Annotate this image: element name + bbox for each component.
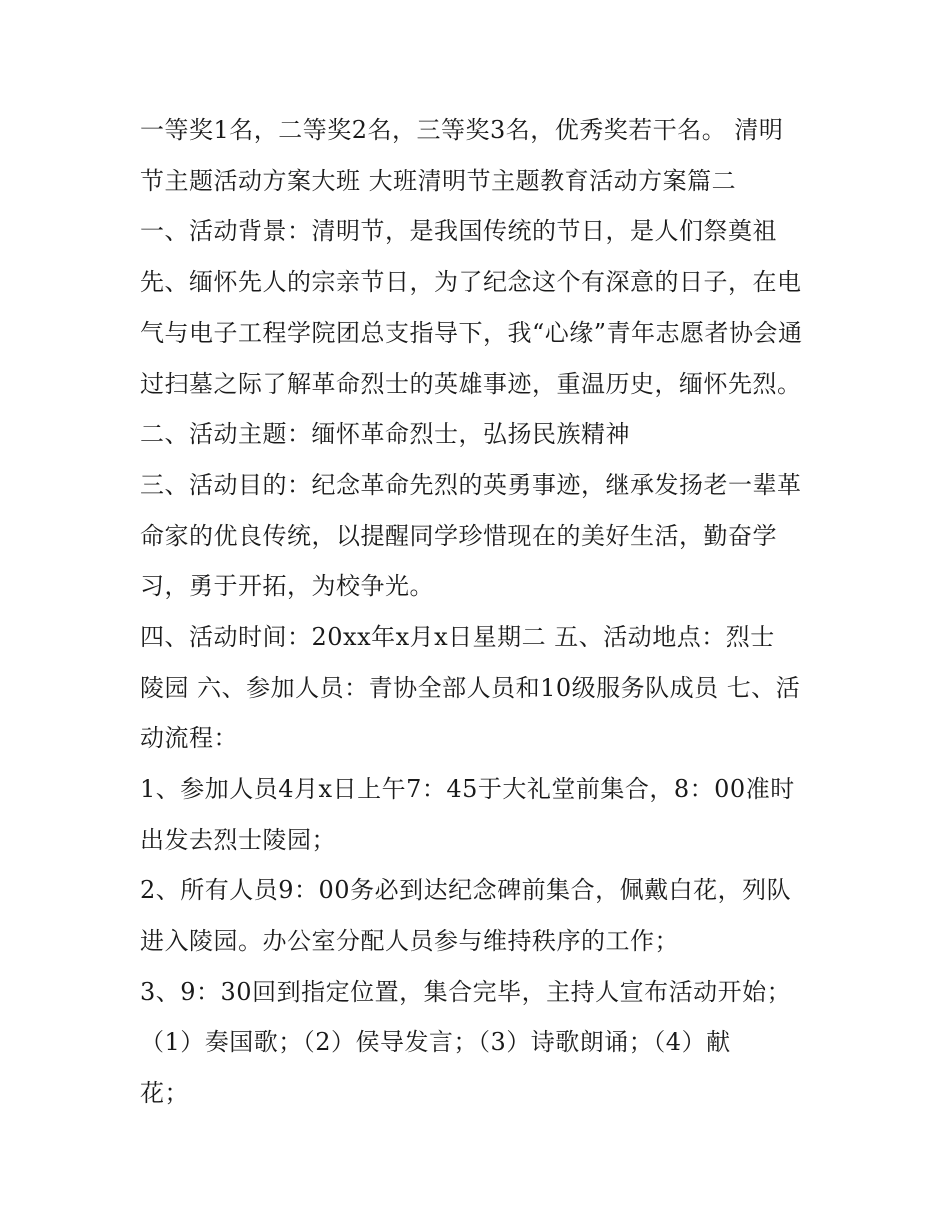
text-line: 陵园 六、参加人员：青协全部人员和10级服务队成员 七、活 — [140, 674, 801, 702]
text-line: 命家的优良传统，以提醒同学珍惜现在的美好生活，勤奋学 — [140, 522, 777, 550]
text-line: 1、参加人员4月x日上午7：45于大礼堂前集合，8：00准时 — [140, 775, 795, 803]
text-line: （1）奏国歌；（2）侯导发言；（3）诗歌朗诵；（4）献 — [140, 1028, 731, 1056]
text-line: 先、缅怀先人的宗亲节日，为了纪念这个有深意的日子，在电 — [140, 268, 802, 296]
text-line: 三、活动目的：纪念革命先烈的英勇事迹，继承发扬老一辈革 — [140, 471, 802, 499]
text-line: 习，勇于开拓，为校争光。 — [140, 572, 434, 600]
text-line: 四、活动时间：20xx年x月x日星期二 五、活动地点：烈士 — [140, 623, 775, 651]
text-line: 进入陵园。办公室分配人员参与维持秩序的工作； — [140, 927, 679, 955]
text-line: 一、活动背景：清明节，是我国传统的节日，是人们祭奠祖 — [140, 217, 777, 245]
text-line: 节主题活动方案大班 大班清明节主题教育活动方案篇二 — [140, 167, 737, 195]
text-line: 过扫墓之际了解革命烈士的英雄事迹，重温历史，缅怀先烈。 — [140, 370, 802, 398]
text-line: 花； — [140, 1079, 189, 1107]
text-line: 二、活动主题：缅怀革命烈士，弘扬民族精神 — [140, 420, 630, 448]
text-line: 出发去烈士陵园； — [140, 826, 336, 854]
text-line: 2、所有人员9：00务必到达纪念碑前集合，佩戴白花，列队 — [140, 876, 792, 904]
text-line: 动流程： — [140, 724, 238, 752]
text-line: 一等奖1名，二等奖2名，三等奖3名，优秀奖若干名。 清明 — [140, 116, 784, 144]
text-line: 3、9：30回到指定位置，集合完毕，主持人宣布活动开始； — [140, 978, 792, 1006]
text-line: 气与电子工程学院团总支指导下，我“心缘”青年志愿者协会通 — [140, 319, 803, 347]
